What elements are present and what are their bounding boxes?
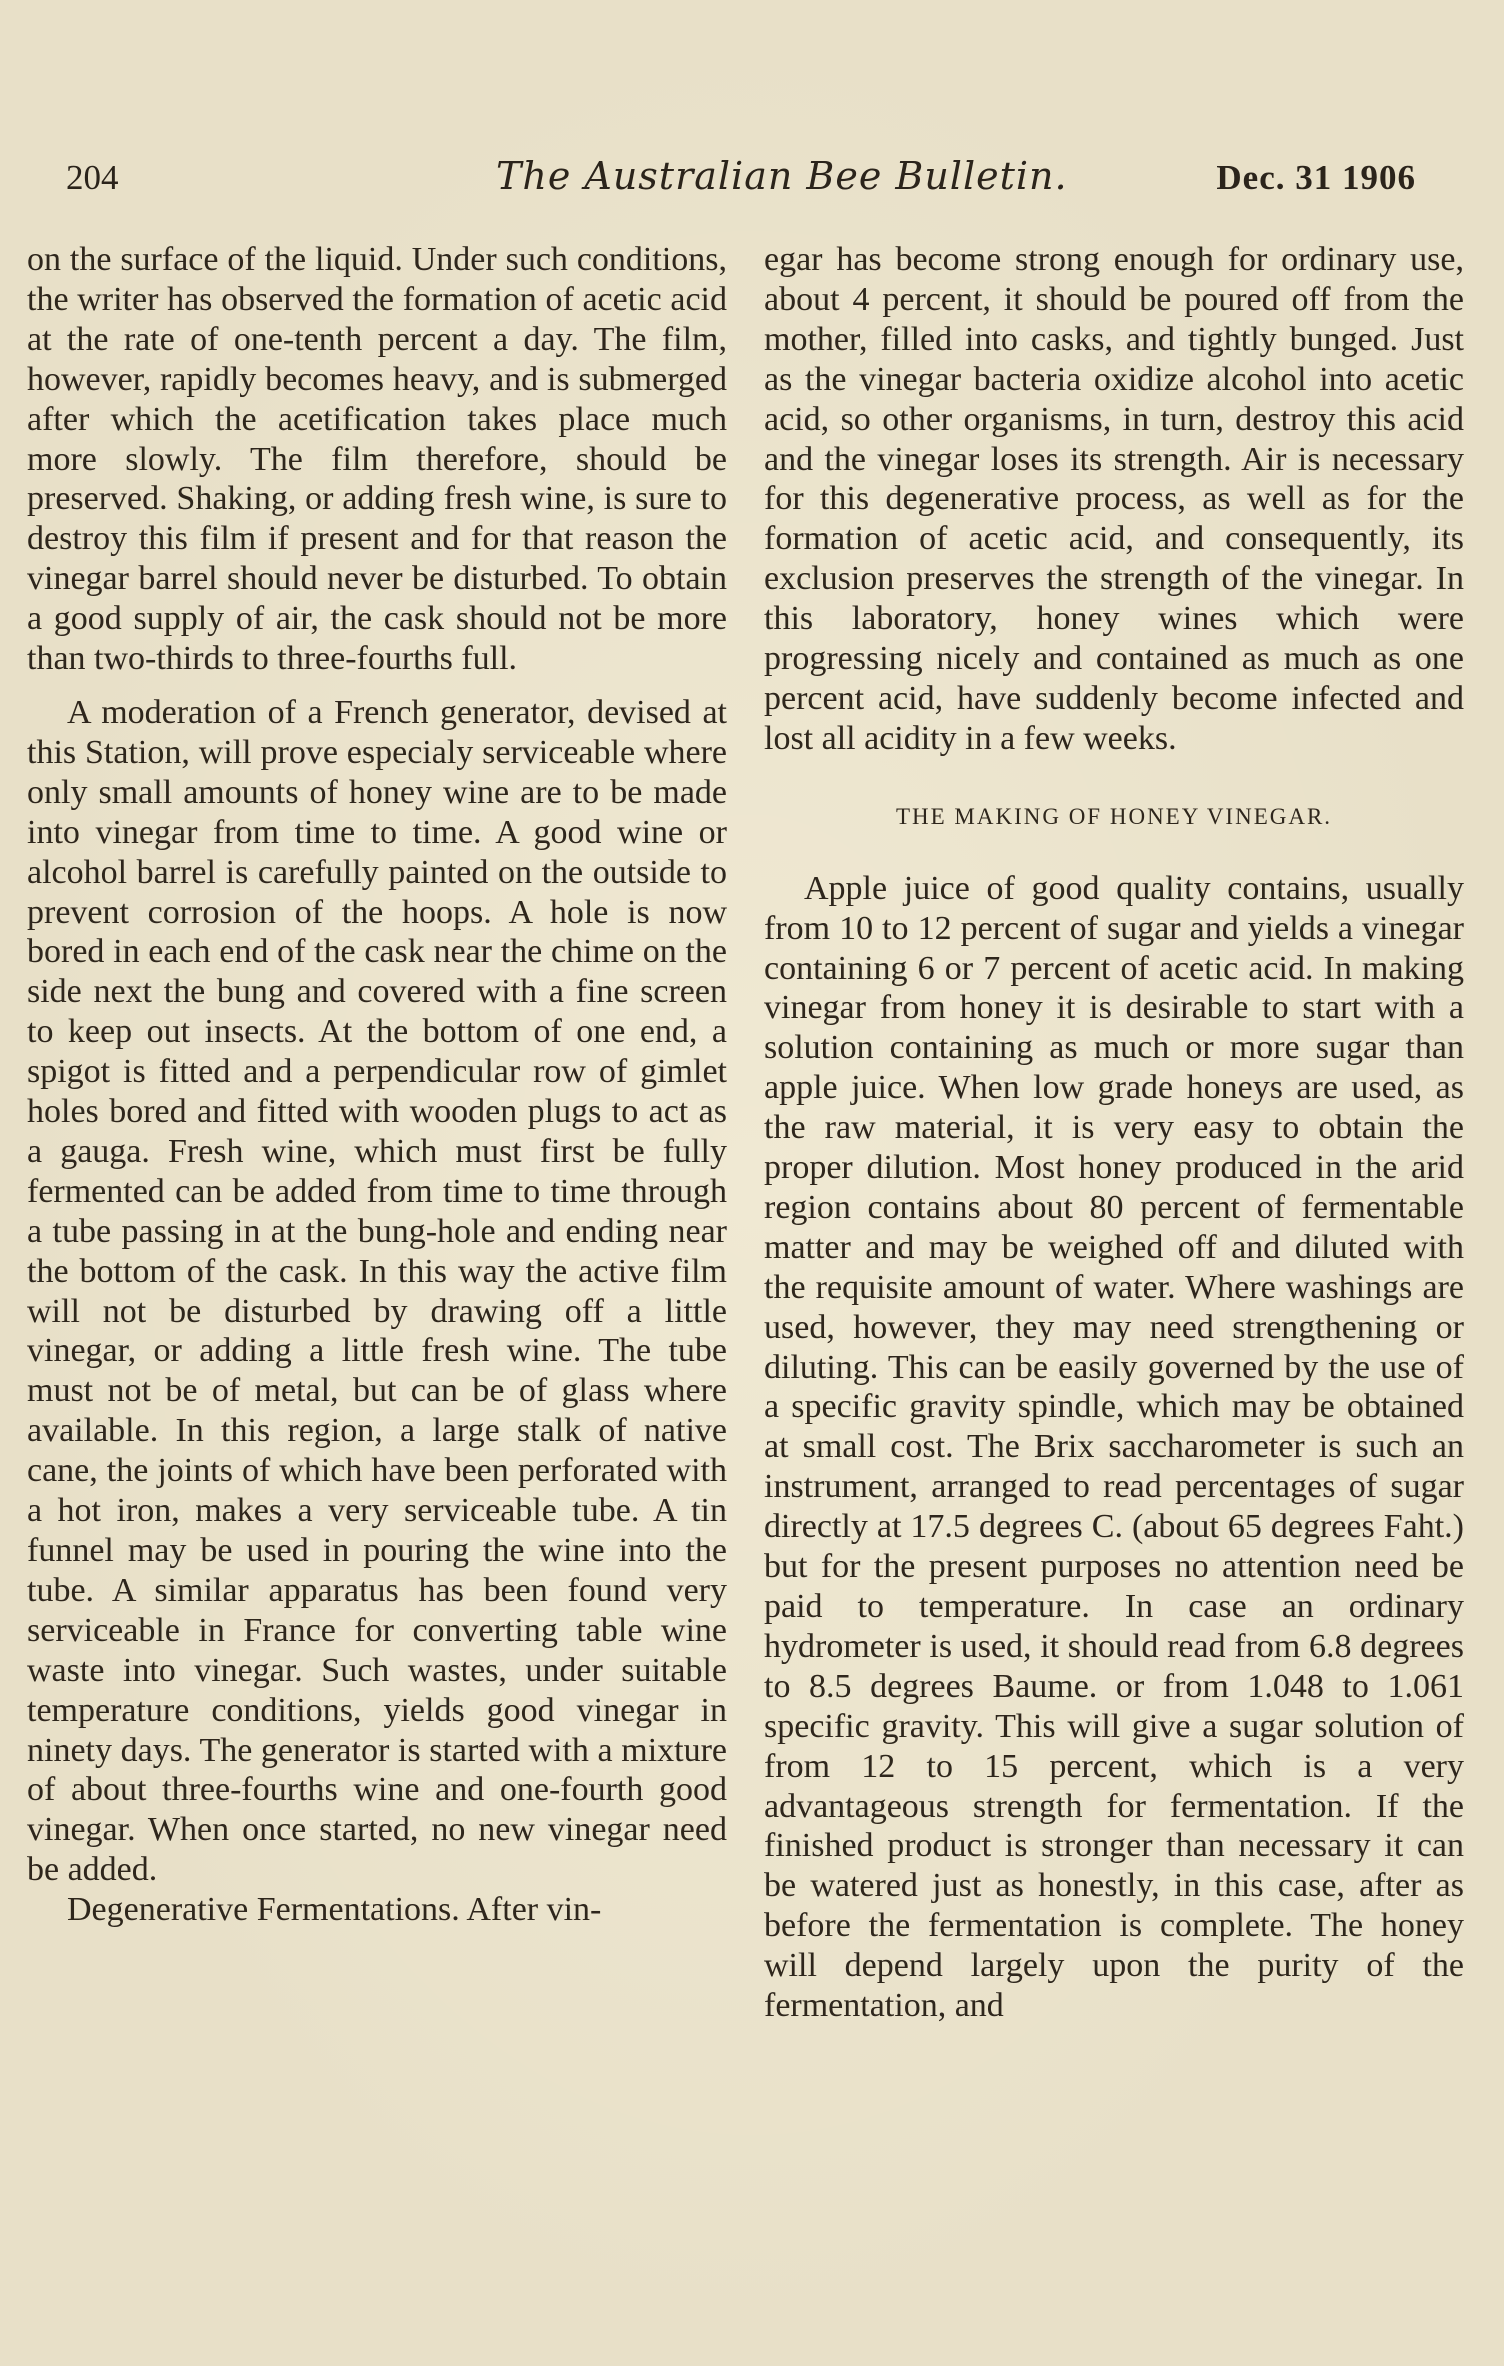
right-paragraph-2: Apple juice of good quality contains, usually from 10 to 12 percent of sugar and yields a vinegar containing 6 or 7 percent of acetic acid. In making vinegar from honey it is desirable to start with a solution containing as much or more sugar than apple juice. When low grade honeys are used, as the raw material, it is very easy to obtain the proper dilution. Most honey produced in the arid region contains about 80 percent of fermentable matter and may be weighed off and diluted with the requisite amount of water. Where washings are used, however, they may need strengthening or diluting. This can be easily governed by the use of a specific gravity spindle, which may be obtained at small cost. The Brix saccharometer is such an instrument, arranged to read percentages of sugar directly at 17.5 degrees C. (about 65 degrees Faht.) but for the present purposes no attention need be paid to temperature. In case an ordinary hydrometer is used, it should read from 6.8 degrees to 8.5 degrees Baume. or from 1.048 to 1.061 specific gravity. This will give a sugar solution of from 12 to 15 percent, which is a very advantageous strength for fermentation. If the finished product is stronger than necessary it can be watered just as honestly, in this case, after as before the fermentation is complete. The honey will depend largely upon the purity of the fermentation, and bbox=[764, 869, 1464, 2025]
page-number: 204 bbox=[66, 158, 119, 197]
journal-title: The Australian Bee Bulletin. bbox=[496, 154, 1068, 198]
left-paragraph-3: Degenerative Fermentations. After vin- bbox=[67, 1891, 602, 1929]
left-paragraph-1: on the surface of the liquid. Under such conditions, the writer has observed the formation of acetic acid at the rate of one-tenth percent a day. The film, however, rapidly becomes heavy, and is submerged after which the acetification takes place much more slowly. The film therefore, should be preserved. Shaking, or adding fresh wine, is sure to destroy this film if present and for that reason the vinegar barrel should never be disturbed. To obtain a good supply of air, the cask should not be more than two-thirds to three-fourths full. bbox=[27, 241, 727, 678]
page-header bbox=[66, 150, 1416, 210]
issue-date: Dec. 31 1906 bbox=[1216, 158, 1416, 197]
left-column bbox=[27, 240, 727, 1930]
right-paragraph-1: egar has become strong enough for ordinary use, about 4 percent, it should be poured off from the mother, filled into casks, and tightly bunged. Just as the vinegar bacteria oxidize alcohol into acetic acid, so other organisms, in turn, destroy this acid and the vinegar loses its strength. Air is necessary for this degenerative process, as well as for the formation of acetic acid, and consequently, its exclusion preserves the strength of the vinegar. In this laboratory, honey wines which were progressing nicely and contained as much as one percent acid, have suddenly become infected and lost all acidity in a few weeks. bbox=[764, 241, 1464, 757]
section-heading: THE MAKING OF HONEY VINEGAR. bbox=[895, 803, 1333, 829]
left-paragraph-2: A moderation of a French generator, devised at this Station, will prove especialy serviceable where only small amounts of honey wine are to be made into vinegar from time to time. A good wine or alcohol barrel is carefully painted on the outside to prevent corrosion of the hoops. A hole is now bored in each end of the cask near the chime on the side next the bung and covered with a fine screen to keep out insects. At the bottom of one end, a spigot is fitted and a perpendicular row of gimlet holes bored and fitted with wooden plugs to act as a gauga. Fresh wine, which must first be fully fermented can be added from time to time through a tube passing in at the bung-hole and ending near the bottom of the cask. In this way the active film will not be disturbed by drawing off a little vinegar, or adding a little fresh wine. The tube must not be of metal, but can be of glass where available. In this region, a large stalk of native cane, the joints of which have been perforated with a hot iron, makes a very serviceable tube. A tin funnel may be used in pouring the wine into the tube. A similar apparatus has been found very serviceable in France for converting table wine waste into vinegar. Such wastes, under suitable temperature conditions, yields good vinegar in ninety days. The generator is started with a mixture of about three-fourths wine and one-fourth good vinegar. When once started, no new vinegar need be added. bbox=[27, 693, 727, 1889]
right-column bbox=[764, 240, 1464, 2026]
